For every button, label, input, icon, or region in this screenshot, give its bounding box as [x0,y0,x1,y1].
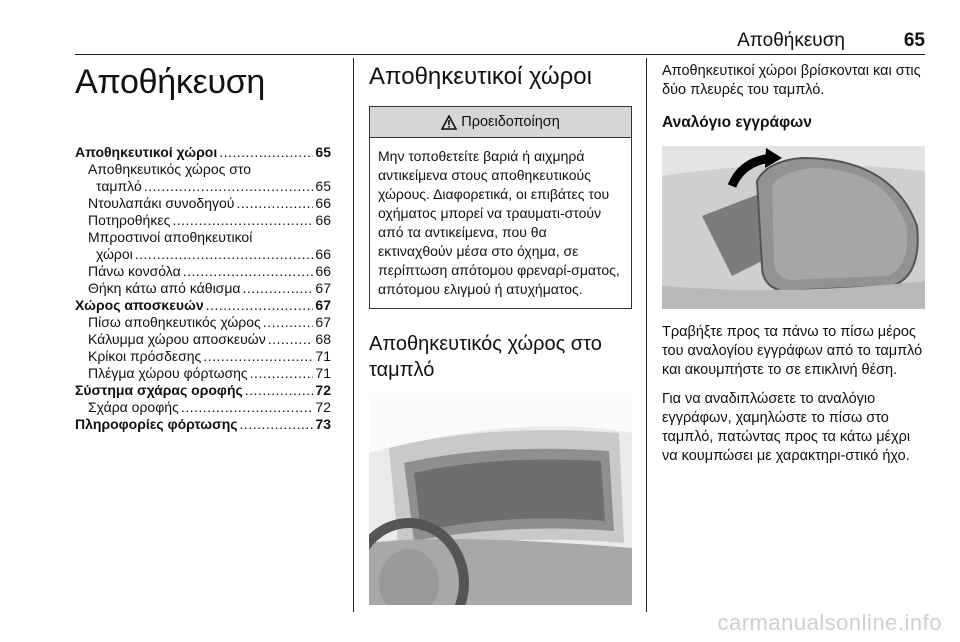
toc-entry-label: Πίσω αποθηκευτικός χώρος [88,314,261,330]
toc-entry-line: Μπροστινοί αποθηκευτικοί [88,229,253,245]
subsection-title: Αποθηκευτικός χώρος στο ταμπλό [369,333,602,381]
dashboard-storage-photo [369,393,632,605]
toc-leader-dots [135,246,314,263]
toc-leader-dots [219,144,313,161]
toc-leader-dots [242,280,313,297]
watermark: carmanualsonline.info [717,610,942,635]
table-of-contents [75,144,331,433]
toc-entry-label: Κρίκοι πρόσδεσης [88,348,202,364]
toc-section-entry[interactable] [75,416,331,433]
toc-leader-dots [206,297,314,314]
toc-page-number: 66 [315,212,331,228]
document-holder-photo [662,146,925,309]
toc-entry[interactable] [75,365,331,382]
storage-column [369,62,632,605]
toc-section-entry[interactable] [75,382,331,399]
toc-entry-label: χώροι [96,246,133,262]
toc-entry-label: Πλέγμα χώρου φόρτωσης [88,365,248,381]
toc-section-entry[interactable] [75,144,331,161]
toc-entry[interactable] [75,399,331,416]
toc-leader-dots [250,365,314,382]
header-rule [75,54,925,55]
toc-entry-label: Θήκη κάτω από κάθισμα [88,280,241,296]
document-holder-illustration [662,146,925,309]
warning-text: Μην τοποθετείτε βαριά ή αιχμηρά αντικείμενα στους αποθηκευτικούς χώρους. Διαφορετικά, οι επιβάτες του οχήματος μπορεί να τραυματι-στούν από τα αντικείμενα, που θα εκτιναχθούν μέσα στο όχημα, σε περίπτωση απότομου φρεναρί-σματος, απότομου ελιγμού ή ατυχήματος. [378,148,620,297]
warning-title: Προειδοποίηση [461,114,560,130]
header-title: Αποθήκευση [737,30,845,51]
section-title: Αποθηκευτικοί χώροι [369,63,592,90]
toc-entry[interactable] [75,195,331,212]
toc-entry-label: Ποτηροθήκες [88,212,171,228]
toc-entry[interactable] [75,246,331,263]
toc-entry[interactable] [75,263,331,280]
warning-triangle-icon [441,115,457,130]
toc-entry-label: Πάνω κονσόλα [88,263,181,279]
toc-page-number: 71 [315,365,331,381]
chapter-title: Αποθήκευση [75,63,266,101]
toc-page-number: 66 [315,263,331,279]
toc-page-number: 66 [315,195,331,211]
toc-entry[interactable] [75,178,331,195]
toc-page-number: 72 [315,399,331,415]
column-divider-1 [353,58,354,612]
toc-entry-label: Σχάρα οροφής [88,399,179,415]
toc-entry[interactable] [75,280,331,297]
paragraph-fold: Για να αναδιπλώσετε το αναλόγιο εγγράφων, χαμηλώστε το πίσω στο ταμπλό, πατώντας προς τα κάτω μέχρι να κουμπώσει με χαρακτηρι-στικό ήχο. [662,391,911,464]
warning-header [370,107,631,138]
toc-leader-dots [181,399,314,416]
toc-leader-dots [245,382,314,399]
toc-entry-line: Αποθηκευτικός χώρος στο [88,161,251,177]
toc-entry[interactable] [75,348,331,365]
page-number: 65 [903,30,925,51]
toc-entry-label: Ντουλαπάκι συνοδηγού [88,195,235,211]
toc-column [75,62,331,433]
toc-page-number: 67 [315,297,331,313]
toc-leader-dots [263,314,314,331]
toc-entry-label: Κάλυμμα χώρου αποσκευών [88,331,266,347]
toc-entry-label: Αποθηκευτικοί χώροι [75,144,218,160]
toc-section-entry[interactable] [75,297,331,314]
toc-leader-dots [172,212,313,229]
page-header [75,30,925,52]
toc-leader-dots [240,416,314,433]
paragraph-raise: Τραβήξτε προς τα πάνω το πίσω μέρος του αναλογίου εγγράφων από το ταμπλό και ακουμπήστε το σε επικλινή θέση. [662,324,923,378]
toc-entry[interactable] [75,212,331,229]
column-divider-2 [646,58,647,612]
toc-leader-dots [268,331,314,348]
toc-page-number: 73 [315,416,331,432]
toc-entry-label: Σύστημα σχάρας οροφής [75,382,243,398]
warning-box [369,106,632,309]
intro-paragraph: Αποθηκευτικοί χώροι βρίσκονται και στις δύο πλευρές του ταμπλό. [662,63,921,98]
document-holder-column [662,62,925,476]
toc-page-number: 67 [315,314,331,330]
toc-page-number: 68 [315,331,331,347]
toc-page-number: 66 [315,246,331,262]
toc-page-number: 65 [315,178,331,194]
toc-page-number: 72 [315,382,331,398]
dashboard-storage-illustration [369,393,632,605]
toc-leader-dots [183,263,314,280]
toc-entry[interactable] [75,314,331,331]
toc-entry-label: Χώρος αποσκευών [75,297,204,313]
toc-entry[interactable] [75,331,331,348]
toc-page-number: 67 [315,280,331,296]
toc-page-number: 71 [315,348,331,364]
toc-leader-dots [236,195,313,212]
toc-entry-label: ταμπλό [96,178,142,194]
document-holder-heading: Αναλόγιο εγγράφων [662,114,812,131]
toc-entry-label: Πληροφορίες φόρτωσης [75,416,238,432]
toc-leader-dots [203,348,313,365]
toc-leader-dots [144,178,314,195]
toc-page-number: 65 [315,144,331,160]
